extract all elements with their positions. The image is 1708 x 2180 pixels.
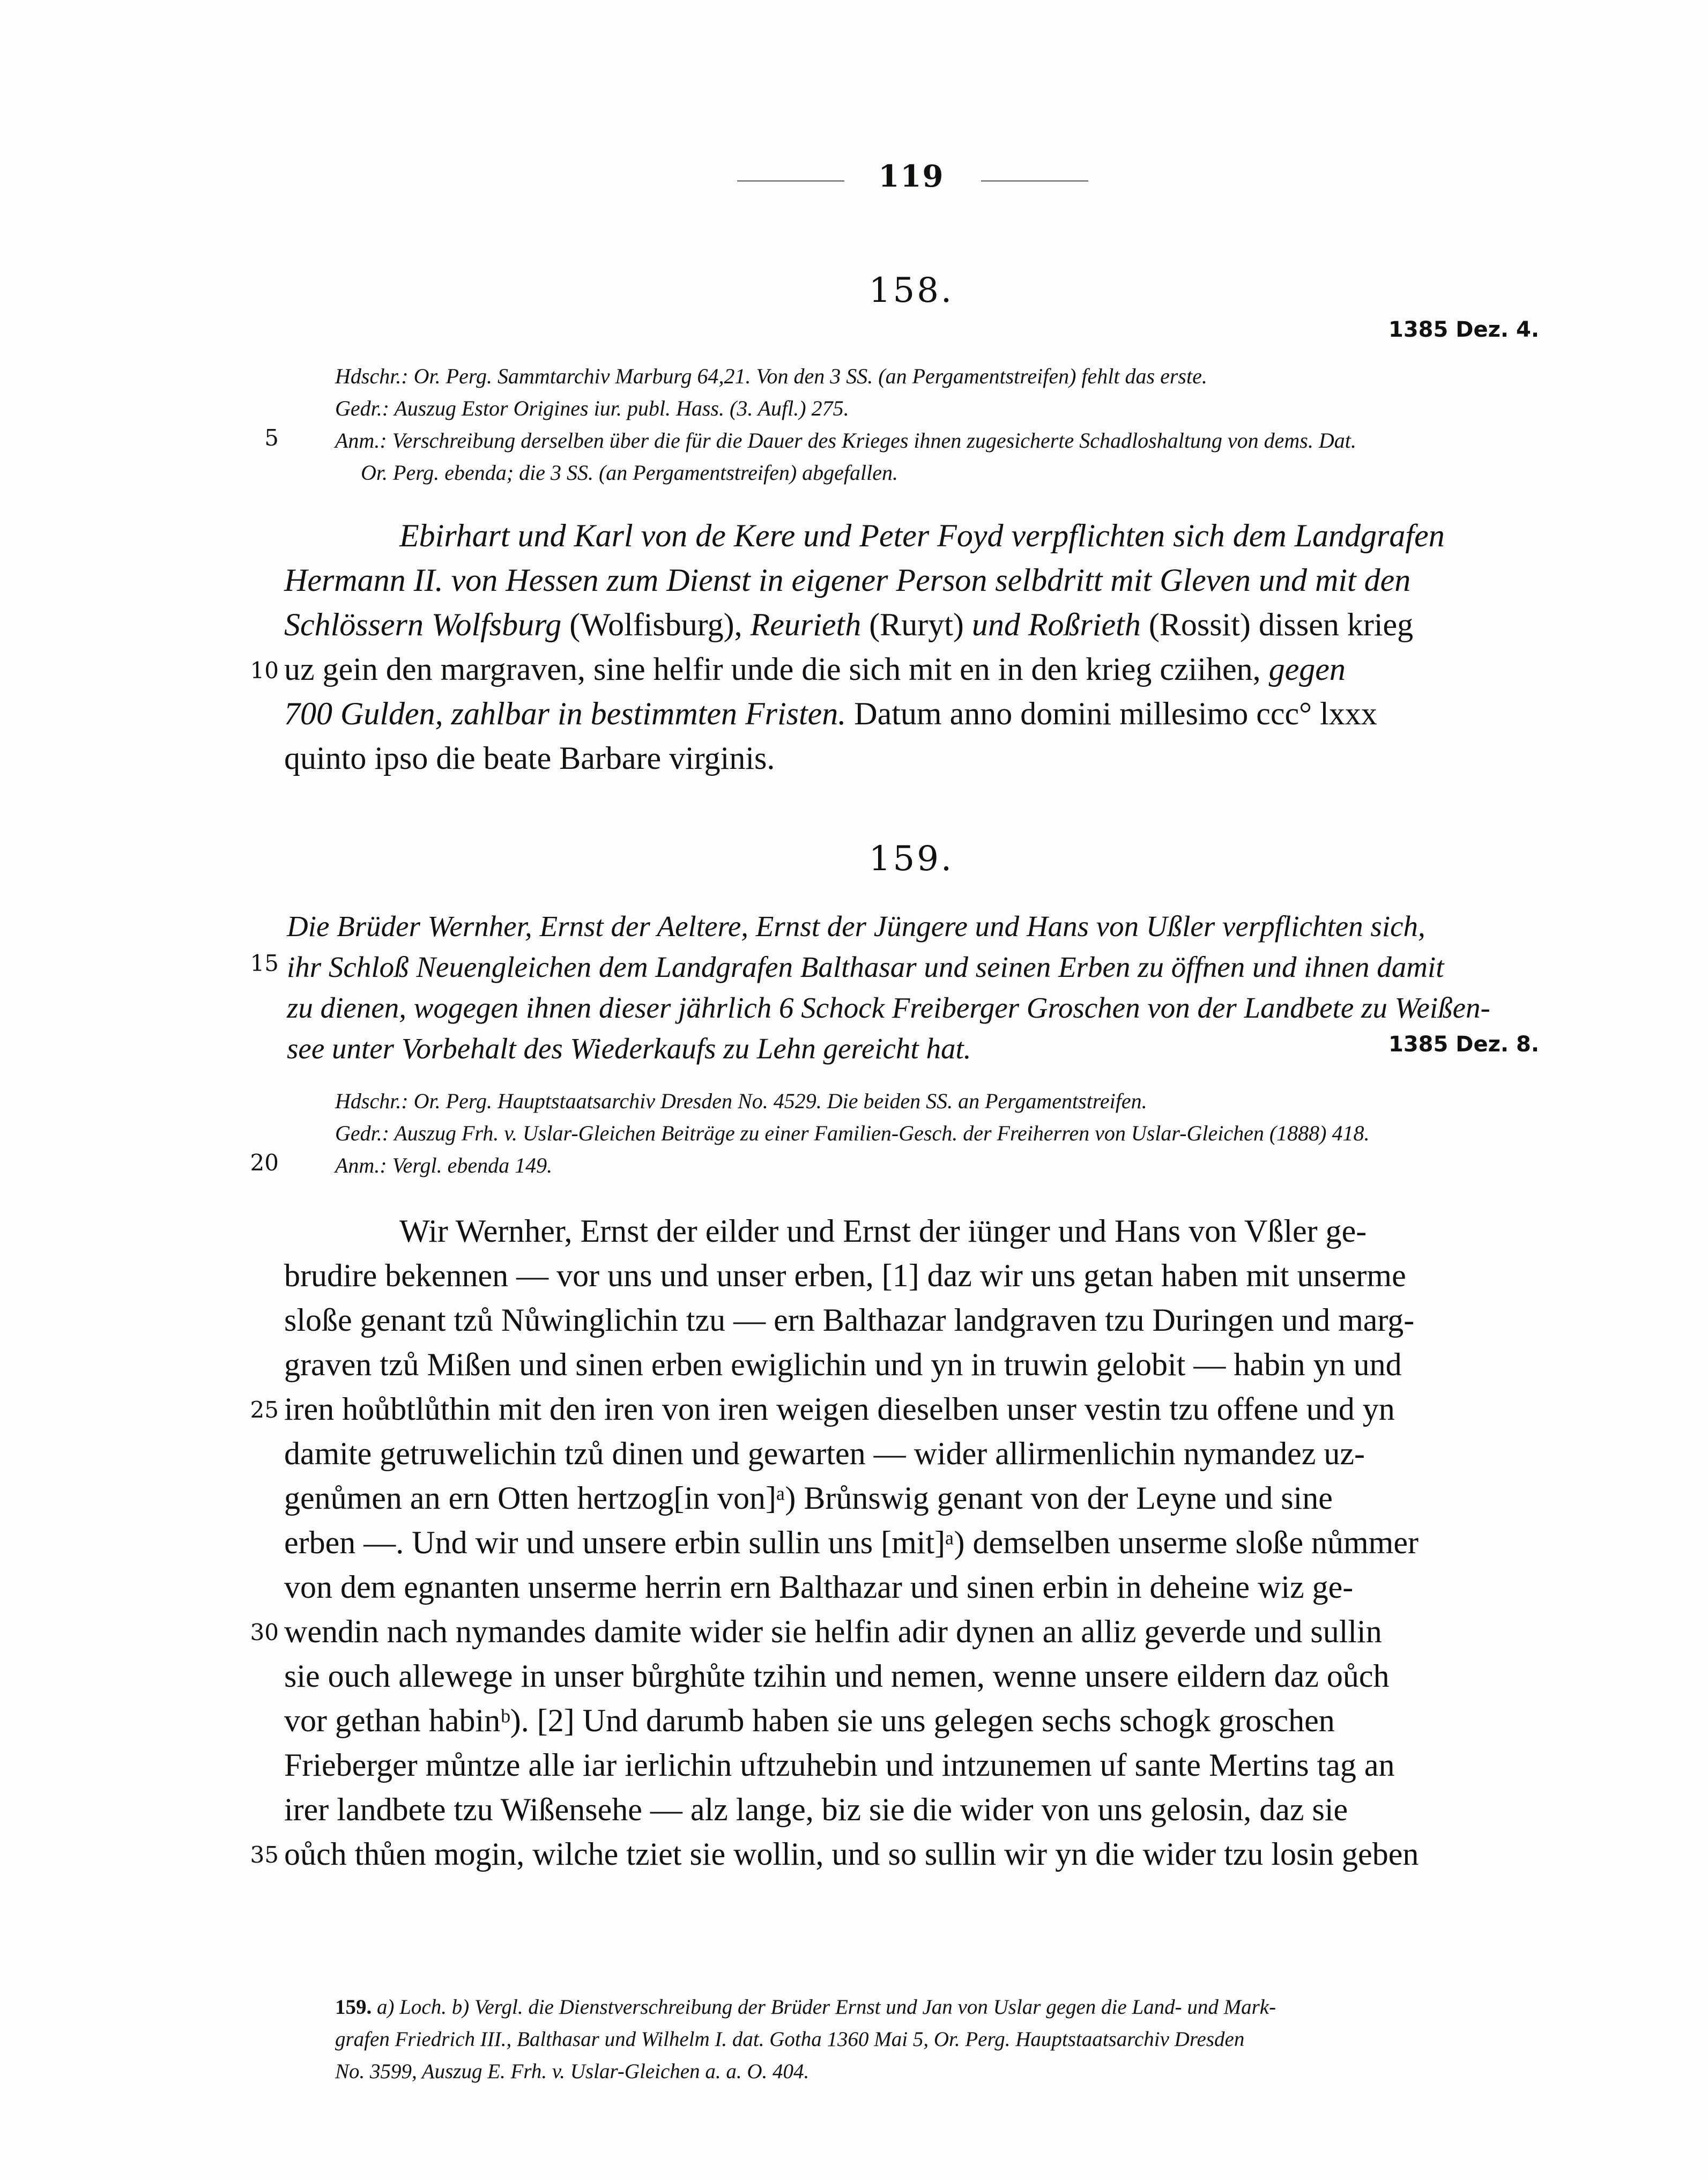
page-number: 119 [878,159,945,194]
document-text-158 [284,514,1445,781]
text-line: Ebirhart und Karl von de Kere und Peter Foyd verpflichten sich dem Landgrafen [399,518,1445,553]
text-segment: (Wolfisburg), [561,607,751,642]
text-line: iren hoůbtlůthin mit den iren von iren weigen dieselben unser vestin tzu offene und yn [284,1391,1395,1427]
text-line: vor gethan habinᵇ). [2] Und darumb haben sie uns gelegen sechs schogk groschen [284,1703,1335,1738]
text-line: Hermann II. von Hessen zum Dienst in eigener Person selbdritt mit Gleven und mit den [284,562,1411,598]
text-segment: uz gein den margraven, sine helfir unde die sich mit en in den krieg cziihen, [284,651,1269,687]
text-line: wendin nach nymandes damite wider sie helfin adir dynen an alliz geverde und sullin [284,1614,1382,1649]
text-line [284,603,1445,647]
text-line: brudire bekennen — vor uns und unser erben, [1] daz wir uns getan haben mit unserme [284,1258,1406,1293]
text-line: von dem egnanten unserme herrin ern Balthazar und sinen erbin in deheine wiz ge- [284,1569,1354,1605]
text-segment: 700 Gulden, zahlbar in bestimmten Fristen. [284,696,846,731]
line-number-35: 35 [250,1842,279,1868]
header-rule-left [737,180,844,182]
footnote-text: a) Loch. b) Vergl. die Dienstverschreibung der Brüder Ernst und Jan von Uslar gegen die Land- und Mark- [377,1996,1276,2019]
text-line: erben —. Und wir und unsere erbin sullin uns [mit]ᵃ) demselben unserme sloße nůmmer [284,1525,1419,1560]
note-line: Hdschr.: Or. Perg. Sammtarchiv Marburg 64,21. Von den 3 SS. (an Pergamentstreifen) fehlt das erste. [335,364,1207,388]
text-segment: und Roßrieth [971,607,1141,642]
footnote [335,1991,1276,2088]
note-line: Gedr.: Auszug Estor Origines iur. publ. Hass. (3. Aufl.) 275. [335,396,849,420]
text-segment: gegen [1268,651,1346,687]
text-line: Frieberger můntze alle iar ierlichin uftzuhebin und intzunemen uf sante Mertins tag an [284,1747,1395,1783]
footnote-ref: 159. [335,1996,372,2019]
note-line: Hdschr.: Or. Perg. Hauptstaatsarchiv Dresden No. 4529. Die beiden SS. an Pergamentstreifen. [335,1089,1147,1113]
document-summary-159 [287,906,1490,1069]
text-line [284,647,1445,692]
text-line: oůch thůen mogin, wilche tziet sie wollin, und so sullin wir yn die wider tzu losin geben [284,1836,1419,1872]
footnote-line [335,1991,1276,2023]
summary-line: zu dienen, wogegen ihnen dieser jährlich 6 Schock Freiberger Groschen von der Landbete zu Weißen- [287,991,1490,1024]
line-number-5: 5 [264,425,279,451]
text-segment: (Rossit) dissen krieg [1140,607,1414,642]
line-number-25: 25 [250,1397,279,1423]
footnote-line: No. 3599, Auszug E. Frh. v. Uslar-Gleichen a. a. O. 404. [335,2060,810,2083]
footnote-line: grafen Friedrich III., Balthasar und Wilhelm I. dat. Gotha 1360 Mai 5, Or. Perg. Hauptstaatsarchiv Dresden [335,2028,1245,2051]
summary-line: see unter Vorbehalt des Wiederkaufs zu Lehn gereicht hat. [287,1032,971,1065]
document-notes-158 [335,360,1356,489]
text-segment: Schlössern Wolfsburg [284,607,562,642]
text-line: sie ouch allewege in unser bůrghůte tzihin und nemen, wenne unsere eildern daz oůch [284,1658,1390,1694]
summary-line: Die Brüder Wernher, Ernst der Aeltere, Ernst der Jüngere und Hans von Ußler verpflichten sich, [287,910,1425,943]
text-line: damite getruwelichin tzů dinen und gewarten — wider allirmenlichin nymandez uz- [284,1436,1365,1471]
line-number-30: 30 [250,1619,279,1645]
note-line: Gedr.: Auszug Frh. v. Uslar-Gleichen Beiträge zu einer Familien-Gesch. der Freiherren von Uslar-Gleichen (1888) 418. [335,1121,1370,1145]
line-number-15: 15 [250,950,279,976]
document-notes-159 [335,1085,1370,1182]
text-line: genůmen an ern Otten hertzog[in von]ᵃ) Brůnswig genant von der Leyne und sine [284,1480,1333,1516]
line-number-20: 20 [250,1150,279,1176]
text-line: sloße genant tzů Nůwinglichin tzu — ern Balthazar landgraven tzu Duringen und marg- [284,1302,1415,1338]
note-line: Anm.: Vergl. ebenda 149. [335,1153,553,1177]
document-text-159 [284,1209,1419,1877]
summary-line: ihr Schloß Neuengleichen dem Landgrafen Balthasar und seinen Erben zu öffnen und ihnen damit [287,951,1444,983]
text-line: Wir Wernher, Ernst der eilder und Ernst der iünger und Hans von Vßler ge- [399,1213,1367,1249]
text-segment: Reurieth [750,607,862,642]
text-line [284,692,1445,736]
note-line: Or. Perg. ebenda; die 3 SS. (an Pergamentstreifen) abgefallen. [361,461,898,485]
document-date-159: 1385 Dez. 8. [1388,1032,1540,1057]
header-rule-right [981,180,1088,182]
document-date-158: 1385 Dez. 4. [1388,317,1540,342]
text-line: quinto ipso die beate Barbare virginis. [284,740,775,776]
document-number-159: 159. [868,839,954,879]
text-line: irer landbete tzu Wißensehe — alz lange, biz sie die wider von uns gelosin, daz sie [284,1792,1348,1827]
line-number-10: 10 [250,657,279,684]
text-segment: (Ruryt) [861,607,972,642]
document-number-158: 158. [868,271,954,310]
text-segment: Datum anno domini millesimo ccc° lxxx [846,696,1377,731]
text-line: graven tzů Mißen und sinen erben ewiglichin und yn in truwin gelobit — habin yn und [284,1347,1402,1382]
note-line: Anm.: Verschreibung derselben über die für die Dauer des Krieges ihnen zugesicherte Schadloshaltung von dems. Dat. [335,428,1356,453]
